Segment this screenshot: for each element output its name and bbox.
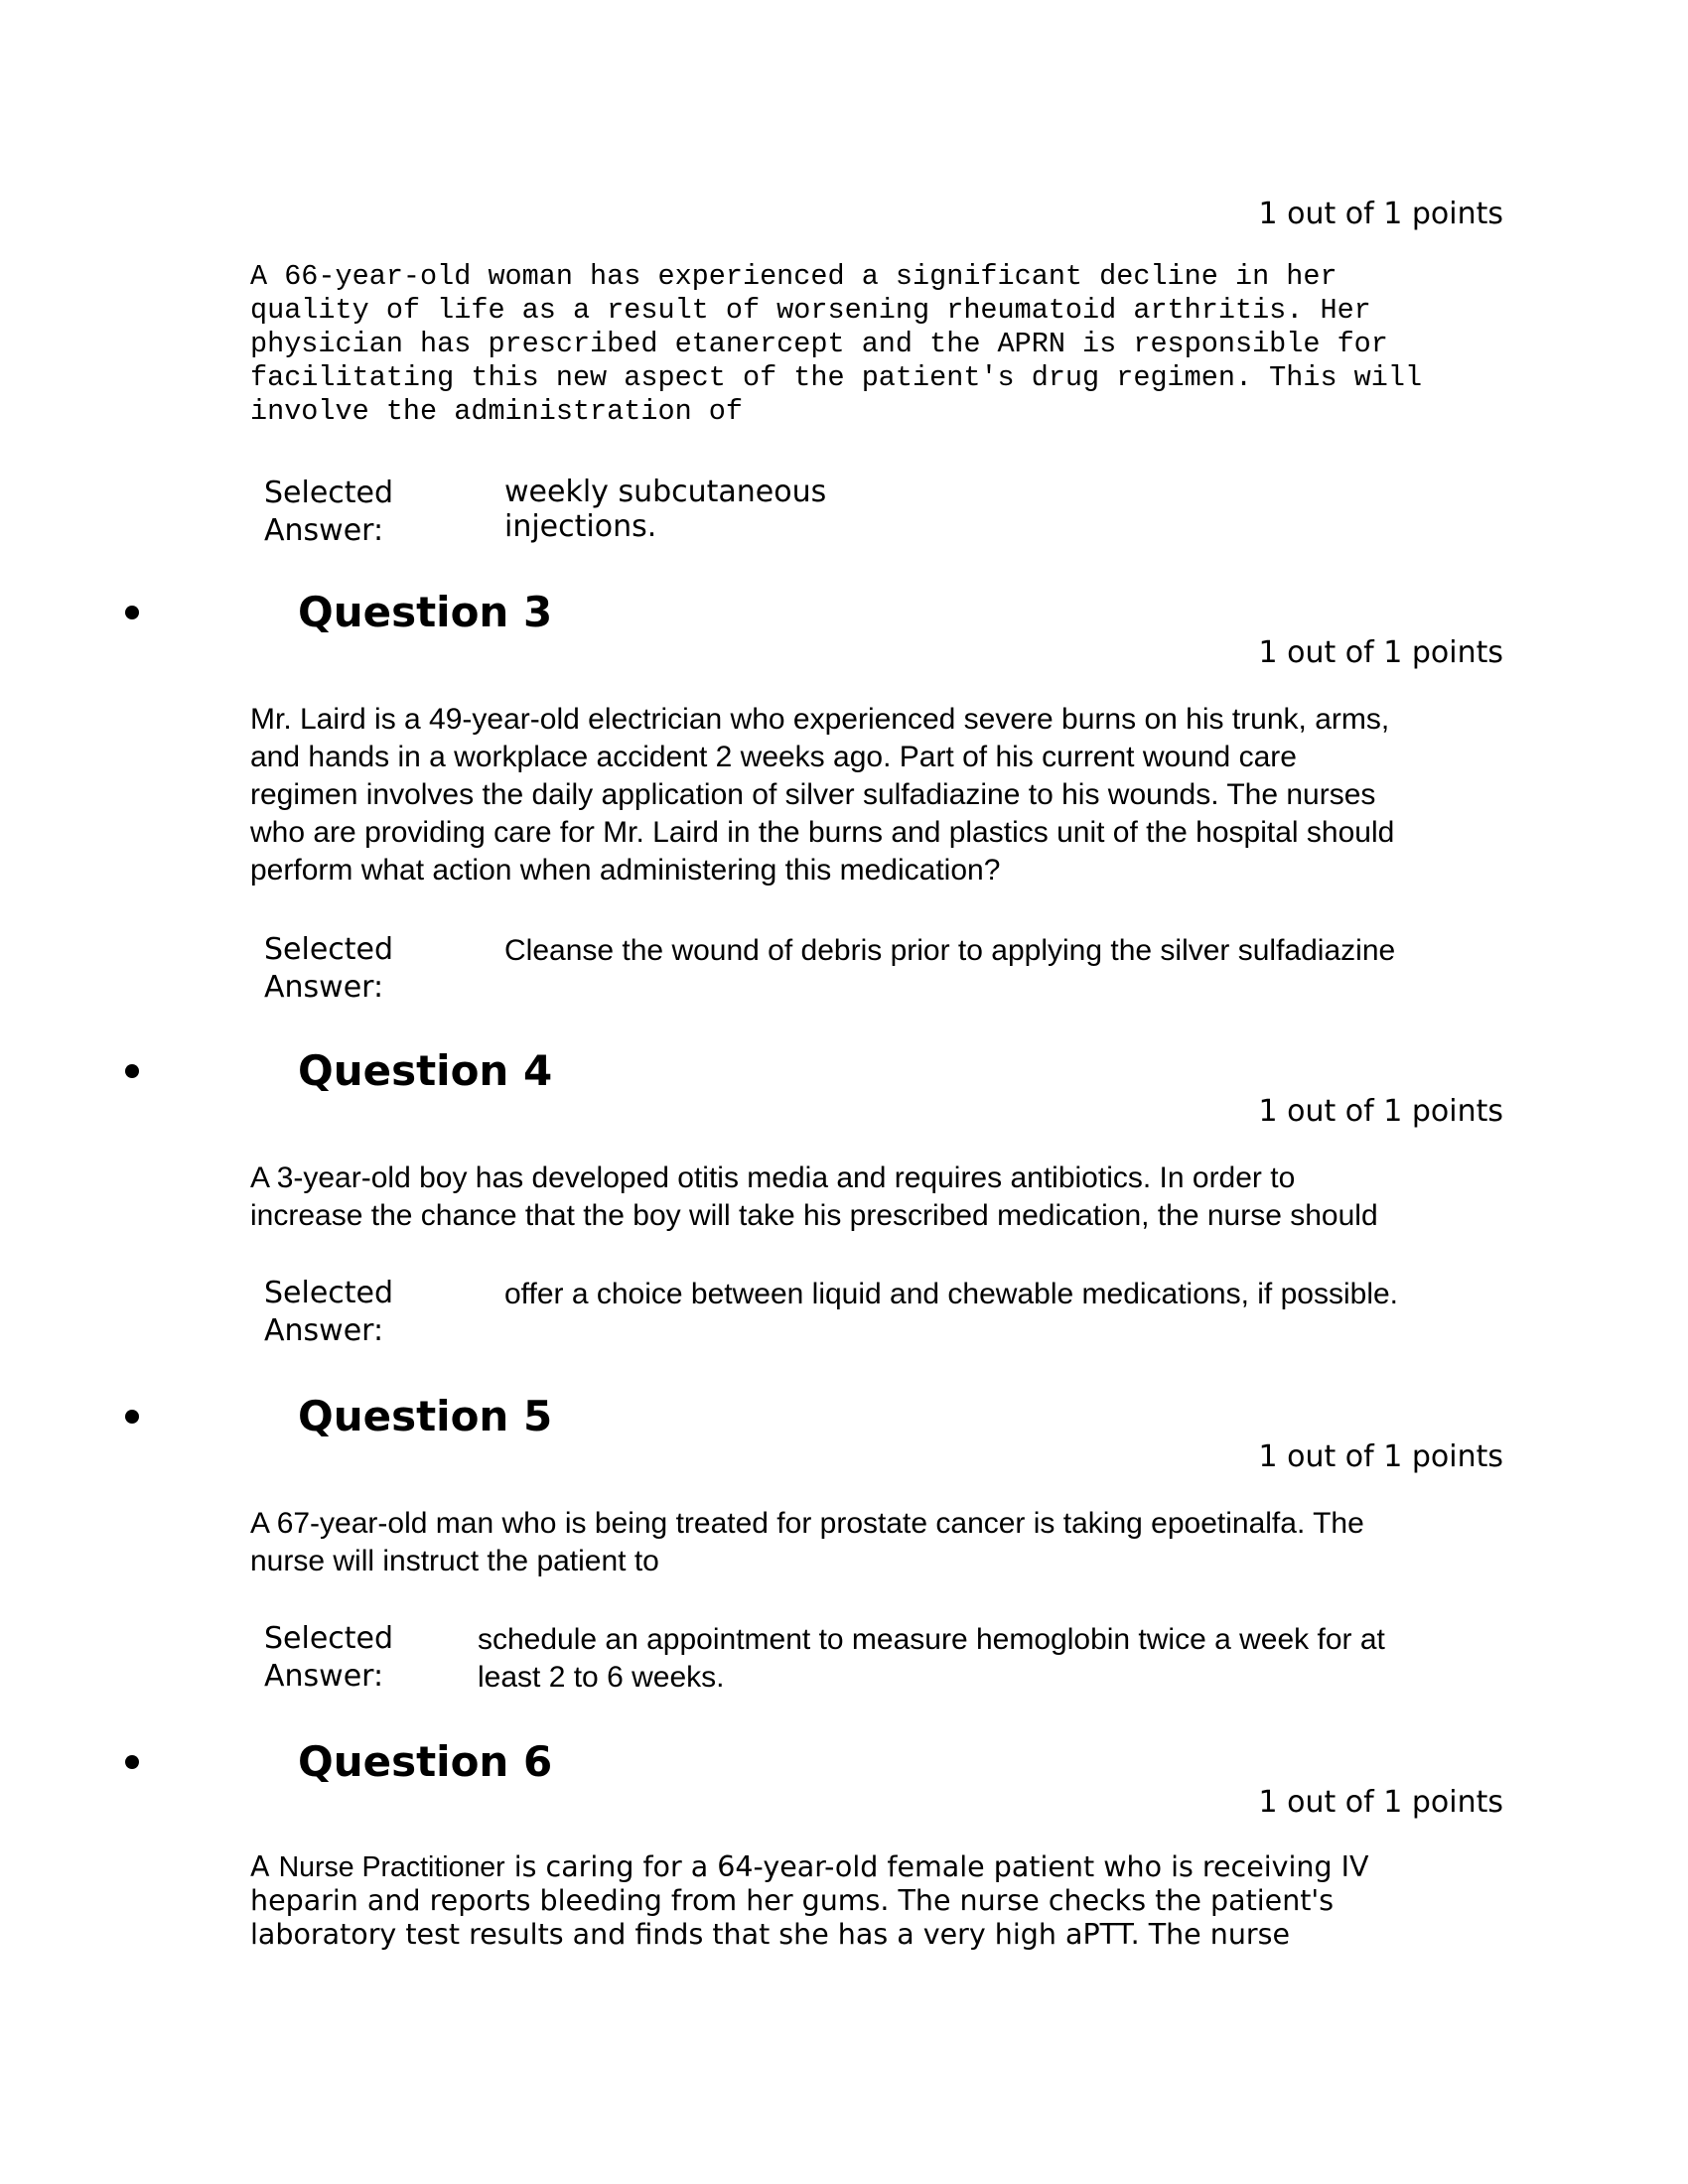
q5-question-text: A 67-year-old man who is being treated for prostate cancer is taking epoetinalfa. The nurse will instruct the patient to xyxy=(250,1507,1364,1577)
q4-selected-answer: offer a choice between liquid and chewable medications, if possible. xyxy=(504,1278,1398,1310)
q5-selected-answer-label: Selected Answer: xyxy=(264,1621,394,1694)
q5-bullet xyxy=(121,1406,145,1430)
q2-selected-answer: weekly subcutaneous injections. xyxy=(504,475,827,544)
q6-text-rest: is caring for a 64-year-old female patient who is receiving IV heparin and reports bleeding from her gums. The nurse checks the patient's laboratory test results and finds that she has a very high aPTT. The nurse xyxy=(250,1850,1369,1951)
q6-text-nurse-practitioner: Nurse Practitioner xyxy=(278,1851,505,1883)
q2-points: 1 out of 1 points xyxy=(1258,197,1503,231)
q5-selected-answer: schedule an appointment to measure hemoglobin twice a week for at least 2 to 6 weeks. xyxy=(478,1623,1385,1694)
q3-bullet xyxy=(121,602,145,625)
q6-points: 1 out of 1 points xyxy=(1258,1785,1503,1820)
q6-text-start: A xyxy=(250,1850,279,1883)
q6-bullet xyxy=(121,1751,145,1775)
q5-points: 1 out of 1 points xyxy=(1258,1439,1503,1474)
q2-selected-answer-label: Selected Answer: xyxy=(264,476,394,548)
q4-selected-answer-label: Selected Answer: xyxy=(264,1276,394,1348)
q2-question-text: A 66-year-old woman has experienced a significant decline in her quality of life as a result of worsening rheumatoid arthritis. Her physician has prescribed etanercept and the APRN is responsible for facilitating this new aspect of the patient's drug regimen. This will involve the administration of xyxy=(250,260,1423,428)
q6-question-text xyxy=(250,1850,1462,1952)
q3-points: 1 out of 1 points xyxy=(1258,635,1503,670)
q3-question-text: Mr. Laird is a 49-year-old electrician who experienced severe burns on his trunk, arms, and hands in a workplace accident 2 weeks ago. Part of his current wound care regimen involves the daily application of silver sulfadiazine to his wounds. The nurses who are providing care for Mr. Laird in the burns and plastics unit of the hospital should perform what action when administering this medication? xyxy=(250,703,1395,887)
q4-question-text: A 3-year-old boy has developed otitis media and requires antibiotics. In order to increase the chance that the boy will take his prescribed medication, the nurse should xyxy=(250,1161,1378,1232)
q4-bullet xyxy=(121,1060,145,1084)
q5-heading: Question 5 xyxy=(298,1392,553,1440)
q6-heading: Question 6 xyxy=(298,1737,553,1786)
q3-selected-answer: Cleanse the wound of debris prior to applying the silver sulfadiazine xyxy=(504,934,1396,967)
q3-heading: Question 3 xyxy=(298,588,553,636)
q4-heading: Question 4 xyxy=(298,1046,553,1095)
q4-points: 1 out of 1 points xyxy=(1258,1094,1503,1129)
q3-selected-answer-label: Selected Answer: xyxy=(264,932,394,1005)
